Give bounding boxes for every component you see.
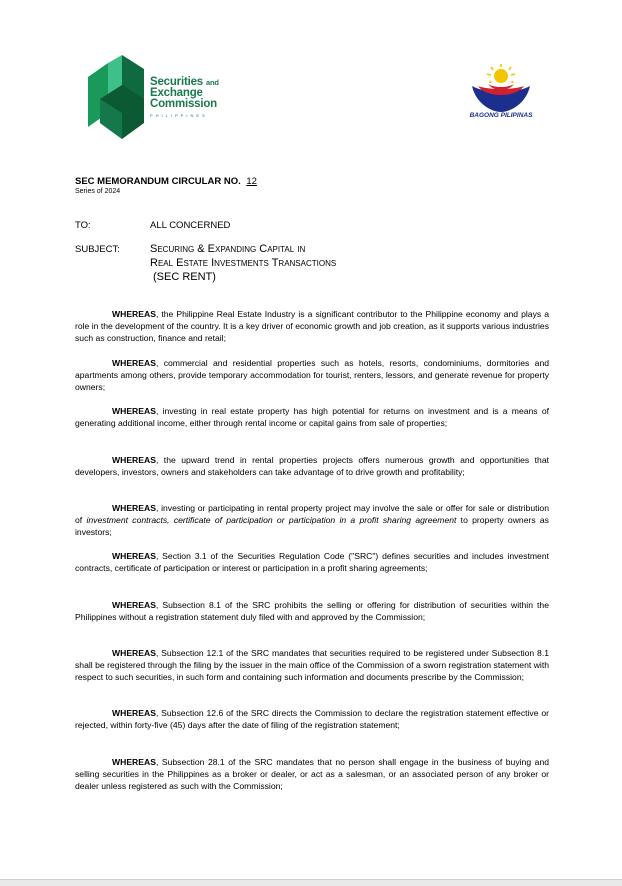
sec-logo-text: Securities and Exchange Commission bbox=[150, 76, 219, 110]
whereas-paragraph-7: WHEREAS, Subsection 8.1 of the SRC prohibits the selling or offering for distribution of securities within the Philippines without a registration statement duly filed with and approved by the Commission; bbox=[75, 600, 549, 622]
whereas-paragraph-4: WHEREAS, the upward trend in rental properties projects offers numerous growth and opportunities that developers, investors, owners and stakeholders can take advantage of to drive growth and profitability; bbox=[75, 455, 549, 477]
bagong-pilipinas-emblem-icon bbox=[466, 64, 536, 114]
whereas-paragraph-1: WHEREAS, the Philippine Real Estate Industry is a significant contributor to the Philippine economy and plays a role in the development of the country. It is a key driver of economic growth and job creation, as it supports various industries such as construction, finance and retail; bbox=[75, 309, 549, 343]
whereas-paragraph-3: WHEREAS, investing in real estate property has high potential for returns on investment and is a means of generating additional income, either through rental income or capital gains from sale of properties; bbox=[75, 406, 549, 428]
subject-value bbox=[150, 242, 336, 284]
sec-emblem-icon bbox=[86, 55, 146, 140]
subject-line-1: Securing & Expanding Capital in bbox=[150, 243, 306, 255]
bagong-pilipinas-logo bbox=[466, 64, 536, 124]
bagong-pilipinas-text: BAGONG PILIPINAS bbox=[469, 112, 533, 119]
whereas-paragraph-6: WHEREAS, Section 3.1 of the Securities Regulation Code ("SRC") defines securities and includes investment contracts, certificate of participation or interest or participation in a profit sharing agreements; bbox=[75, 551, 549, 573]
whereas-paragraph-9: WHEREAS, Subsection 12.6 of the SRC directs the Commission to declare the registration statement effective or rejected, within forty-five (45) days after the date of filing of the registration statement; bbox=[75, 708, 549, 730]
to-label: TO: bbox=[75, 220, 91, 231]
memo-number: 12 bbox=[246, 176, 257, 187]
to-value: ALL CONCERNED bbox=[150, 220, 231, 231]
sec-logo bbox=[86, 55, 246, 140]
subject-line-2: Real Estate Investments Transactions bbox=[150, 257, 337, 269]
sec-logo-country: PHILIPPINES bbox=[150, 113, 208, 118]
memo-title: SEC MEMORANDUM CIRCULAR NO. 12 bbox=[75, 176, 265, 187]
subject-line-3: (SEC RENT) bbox=[153, 271, 216, 283]
whereas-paragraph-2: WHEREAS, commercial and residential properties such as hotels, resorts, condominiums, dormitories and apartments among others, provide temporary accommodation for tourist, renters, lessors, and generate revenue for property owners; bbox=[75, 358, 549, 392]
memo-series: Series of 2024 bbox=[75, 188, 121, 195]
whereas-paragraph-10: WHEREAS, Subsection 28.1 of the SRC mandates that no person shall engage in the business of buying and selling securities in the Philippines as a broker or dealer, or act as a salesman, or an associated person of any broker or dealer unless registered as such with the Commission; bbox=[75, 757, 549, 791]
subject-label: SUBJECT: bbox=[75, 244, 120, 255]
whereas-paragraph-5: WHEREAS, investing or participating in rental property project may involve the sale or offer for sale or distribution of investment contracts, certificate of participation or participation in a profit sharing agreement to property owners as investors; bbox=[75, 503, 549, 537]
whereas-paragraph-8: WHEREAS, Subsection 12.1 of the SRC mandates that securities required to be registered under Subsection 8.1 shall be registered through the filing by the issuer in the main office of the Commission of a sworn registration statement with respect to such securities, in such form and containing such information and documents prescribe by the Commission; bbox=[75, 648, 549, 682]
